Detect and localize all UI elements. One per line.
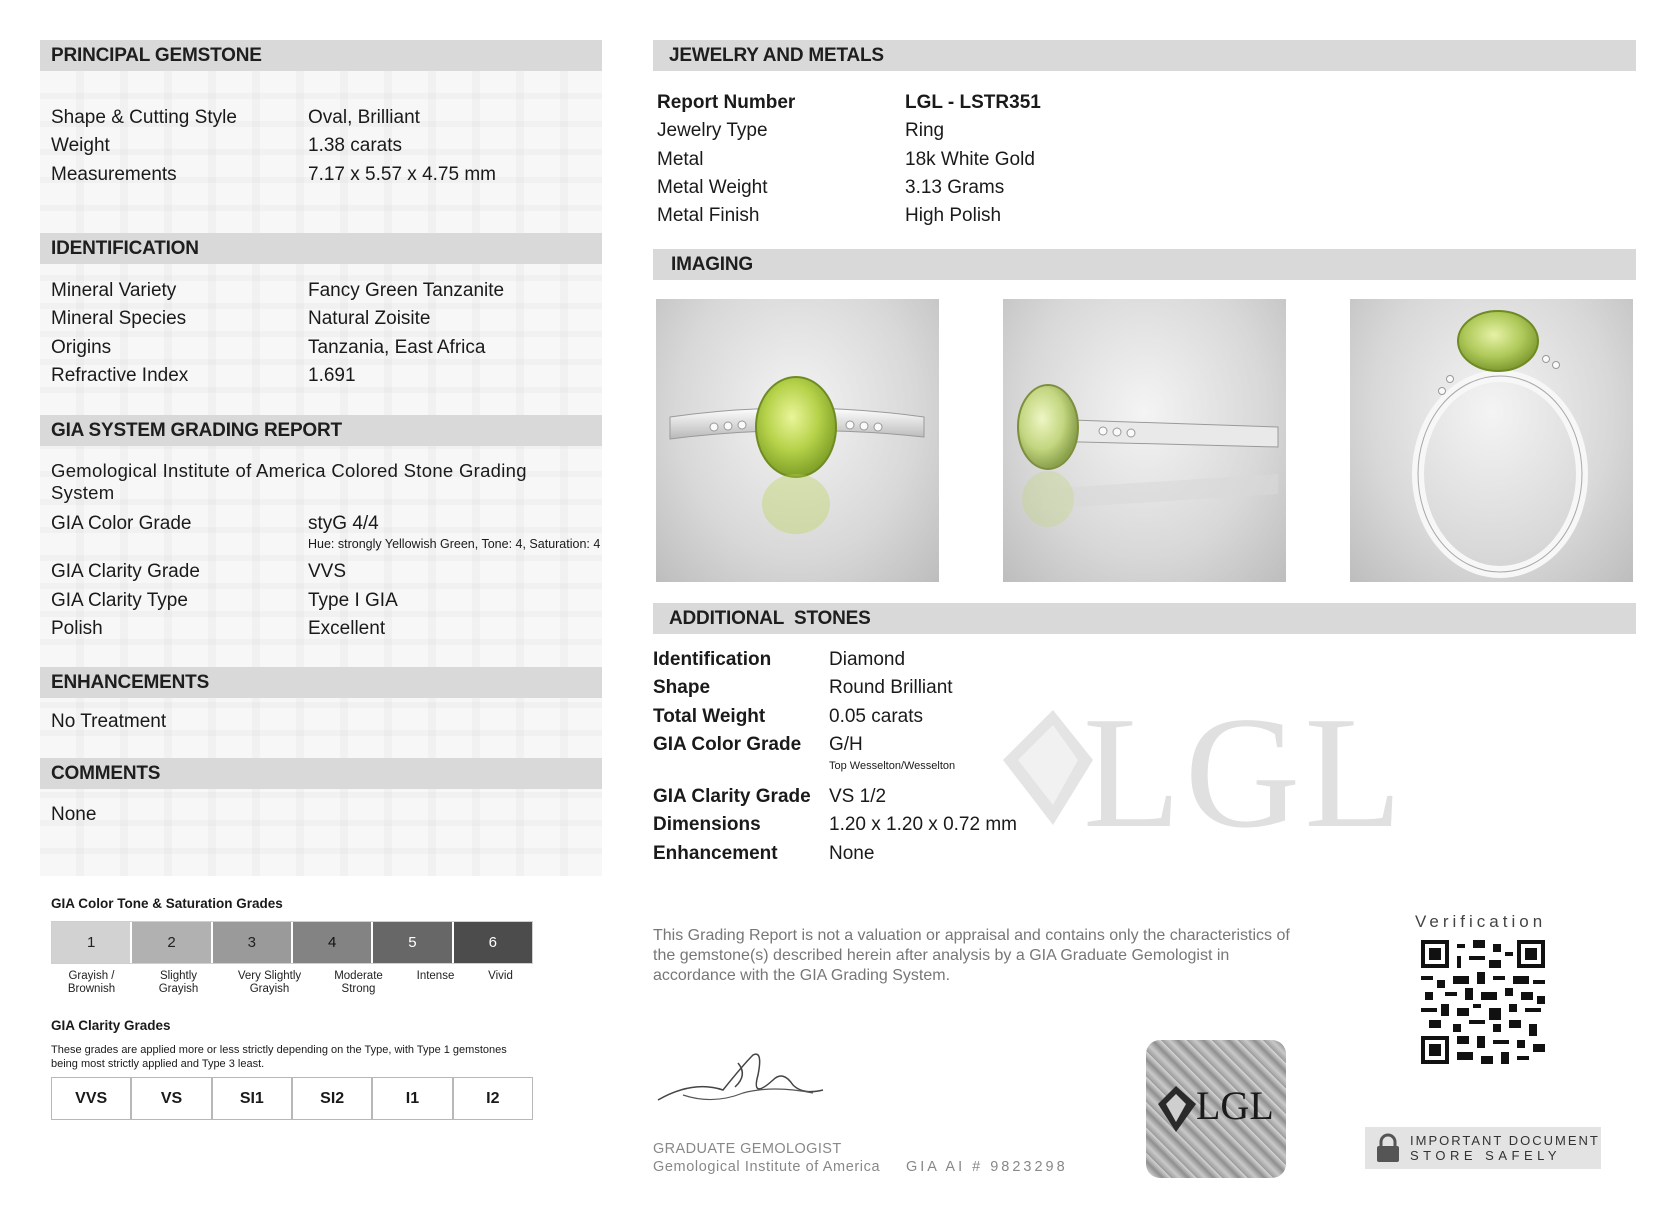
row-value: None (829, 842, 875, 864)
notice-line-2: STORE SAFELY (1410, 1148, 1562, 1163)
additional-color-note: Top Wesselton/Wesselton (829, 760, 956, 773)
row-value: G/H (829, 733, 863, 755)
tone-number: 5 (408, 934, 417, 951)
tone-cell-1 (52, 922, 132, 963)
gia-intro: Gemological Institute of America Colored Stone Grading System (51, 460, 527, 503)
hologram-logo-text: LGL (1196, 1083, 1274, 1128)
disclaimer-text: This Grading Report is not a valuation or appraisal and contains only the characteristics of the gemstone(s) described herein after analysis by a GIA Graduate Gemologist in accordance with the GIA Grading System. (653, 927, 1290, 984)
clarity-cell: VVS (52, 1078, 132, 1119)
clarity-cell: I2 (486, 1089, 500, 1107)
watermark-text: LGL (1083, 683, 1407, 861)
tone-number: 1 (86, 934, 96, 951)
tone-scale-title: GIA Color Tone & Saturation Grades (51, 896, 283, 911)
additional-row (653, 703, 1253, 731)
row-label: Metal (657, 148, 704, 170)
clarity-cell: VS (132, 1078, 212, 1119)
jewelry-row (653, 202, 1636, 230)
principal-gemstone-section (40, 71, 602, 233)
tone-cell-3 (213, 922, 293, 963)
gia-grading-header: GIA SYSTEM GRADING REPORT (40, 415, 602, 446)
row-label: Weight (51, 135, 110, 157)
signature-mark (653, 1045, 833, 1115)
row-label: Metal Finish (657, 205, 760, 227)
ring-angle-image (1350, 299, 1633, 582)
row-label: GIA Clarity Grade (653, 786, 811, 808)
clarity-cell: SI1 (213, 1078, 293, 1119)
row-value: Round Brilliant (829, 677, 953, 699)
hologram-seal (1146, 1040, 1286, 1178)
additional-row (653, 840, 1253, 868)
row-label: Origins (51, 336, 112, 358)
row-label: Mineral Species (51, 308, 187, 330)
tone-number: 6 (488, 934, 497, 951)
comments-section (40, 789, 602, 876)
tone-cell-4 (293, 922, 373, 963)
additional-row (653, 783, 1253, 811)
tone-number: 2 (167, 934, 176, 951)
row-value: 3.13 Grams (905, 176, 1005, 198)
row-value: Natural Zoisite (308, 308, 431, 330)
gia-color-grade-note: Hue: strongly Yellowish Green, Tone: 4, Saturation: 4 (308, 537, 601, 552)
row-value: Oval, Brilliant (308, 107, 420, 128)
row-value: Excellent (308, 617, 386, 639)
additional-row (653, 674, 1253, 702)
enhancements-row (40, 708, 602, 736)
row-value: 7.17 x 5.57 x 4.75 mm (308, 163, 496, 185)
row-value: Type I GIA (308, 589, 398, 611)
ring-photo-side (1003, 299, 1286, 582)
row-label: Metal Weight (657, 176, 768, 198)
principal-row (40, 161, 602, 189)
identification-row (40, 277, 602, 305)
right-column (653, 40, 1636, 1175)
tone-label: Very Slightly Grayish (237, 970, 302, 995)
jewelry-row (653, 117, 1636, 145)
jewelry-metals-header: JEWELRY AND METALS (653, 40, 1636, 71)
row-value: VS 1/2 (829, 786, 887, 808)
additional-row (653, 646, 1253, 674)
tone-cell-6 (454, 922, 532, 963)
qr-code-icon (1421, 940, 1545, 1064)
gia-number: GIA AI # 9823298 (906, 1159, 1068, 1175)
row-label: Measurements (51, 163, 177, 185)
jewelry-metals-section (653, 71, 1636, 249)
row-value: VVS (308, 561, 347, 583)
row-value: 18k White Gold (905, 148, 1035, 170)
lock-icon (1375, 1133, 1401, 1163)
hologram-diamond-icon (1154, 1084, 1200, 1134)
enhancements-section (40, 698, 602, 758)
row-label: Shape & Cutting Style (51, 107, 237, 128)
row-value: Tanzania, East Africa (308, 336, 486, 358)
comments-row (40, 801, 602, 829)
row-label: Report Number (657, 92, 796, 113)
row-value: styG 4/4 (308, 513, 379, 534)
imaging-header: IMAGING (653, 249, 1636, 280)
identification-row (40, 334, 602, 362)
row-value: 0.05 carats (829, 705, 923, 727)
tone-label: Intense (416, 970, 455, 982)
ring-side-image (1003, 299, 1286, 582)
row-value: High Polish (905, 205, 1002, 227)
tone-number: 4 (327, 934, 337, 951)
row-value: 1.20 x 1.20 x 0.72 mm (829, 814, 1017, 836)
gemologist-institute: Gemological Institute of America (653, 1159, 881, 1175)
row-value: 1.691 (308, 364, 356, 386)
row-label: Jewelry Type (657, 120, 768, 142)
jewelry-row (653, 89, 1636, 117)
row-label: Refractive Index (51, 364, 189, 386)
additional-row (653, 731, 1253, 759)
identification-row (40, 362, 602, 390)
enhancements-header: ENHANCEMENTS (40, 667, 602, 698)
identification-row (40, 305, 602, 333)
clarity-scale-note: These grades are applied more or less strictly depending on the Type, with Type 1 gemstones being most strictly applied and Type 3 least. (51, 1044, 507, 1070)
tone-scale (51, 921, 533, 964)
additional-stones-section (653, 646, 1253, 868)
row-value: 1.38 carats (308, 135, 402, 157)
tone-cell-5 (373, 922, 453, 963)
principal-row (40, 104, 602, 132)
row-label: GIA Clarity Type (51, 589, 188, 611)
ring-photo-front (656, 299, 939, 582)
ring-photo-angle (1350, 299, 1633, 582)
additional-row (653, 811, 1253, 839)
left-column (40, 40, 602, 1120)
report-number: LGL - LSTR351 (905, 92, 1041, 113)
verification-title: Verification (1415, 912, 1547, 931)
row-label: Dimensions (653, 814, 761, 836)
jewelry-row (653, 146, 1636, 174)
jewelry-row (653, 174, 1636, 202)
row-value: Diamond (829, 649, 906, 670)
tone-label: Vivid (488, 970, 513, 982)
clarity-cell: I1 (373, 1078, 453, 1119)
tone-label: Slightly Grayish (158, 970, 199, 995)
important-document-notice (1365, 1127, 1601, 1169)
row-label: Identification (653, 649, 772, 670)
row-label: Total Weight (653, 705, 766, 727)
row-label: GIA Clarity Grade (51, 561, 200, 583)
identification-section (40, 264, 602, 415)
tone-labels (51, 970, 533, 996)
row-label: Enhancement (653, 842, 778, 864)
row-label: Mineral Variety (51, 280, 177, 301)
row-label: GIA Color Grade (51, 513, 192, 534)
row-label: Shape (653, 677, 711, 699)
comments-value: None (51, 804, 97, 825)
row-label: GIA Color Grade (653, 733, 802, 755)
additional-stones-header: ADDITIONAL STONES (653, 603, 1636, 634)
clarity-scale (51, 1077, 533, 1120)
tone-cell-2 (132, 922, 212, 963)
tone-number: 3 (247, 934, 256, 951)
gia-row (40, 615, 602, 643)
principal-gemstone-header: PRINCIPAL GEMSTONE (40, 40, 602, 71)
tone-label: Moderate Strong (334, 970, 383, 995)
tone-label: Grayish / Brownish (67, 970, 116, 995)
comments-header: COMMENTS (40, 758, 602, 789)
ring-front-image (656, 299, 939, 582)
notice-line-1: IMPORTANT DOCUMENT (1410, 1133, 1600, 1148)
enhancements-value: No Treatment (51, 711, 167, 732)
clarity-cell: SI2 (293, 1078, 373, 1119)
gia-grading-section (40, 446, 602, 667)
row-value: Fancy Green Tanzanite (308, 280, 505, 301)
gemologist-title: GRADUATE GEMOLOGIST (653, 1141, 842, 1157)
gia-row (40, 587, 602, 615)
gia-color-grade-row (40, 510, 602, 538)
row-label: Polish (51, 617, 103, 639)
identification-header: IDENTIFICATION (40, 233, 602, 264)
verification-qr-code[interactable] (1421, 940, 1545, 1064)
clarity-scale-title: GIA Clarity Grades (51, 1018, 171, 1033)
principal-row (40, 132, 602, 160)
gia-row (40, 558, 602, 586)
row-value: Ring (905, 120, 945, 142)
